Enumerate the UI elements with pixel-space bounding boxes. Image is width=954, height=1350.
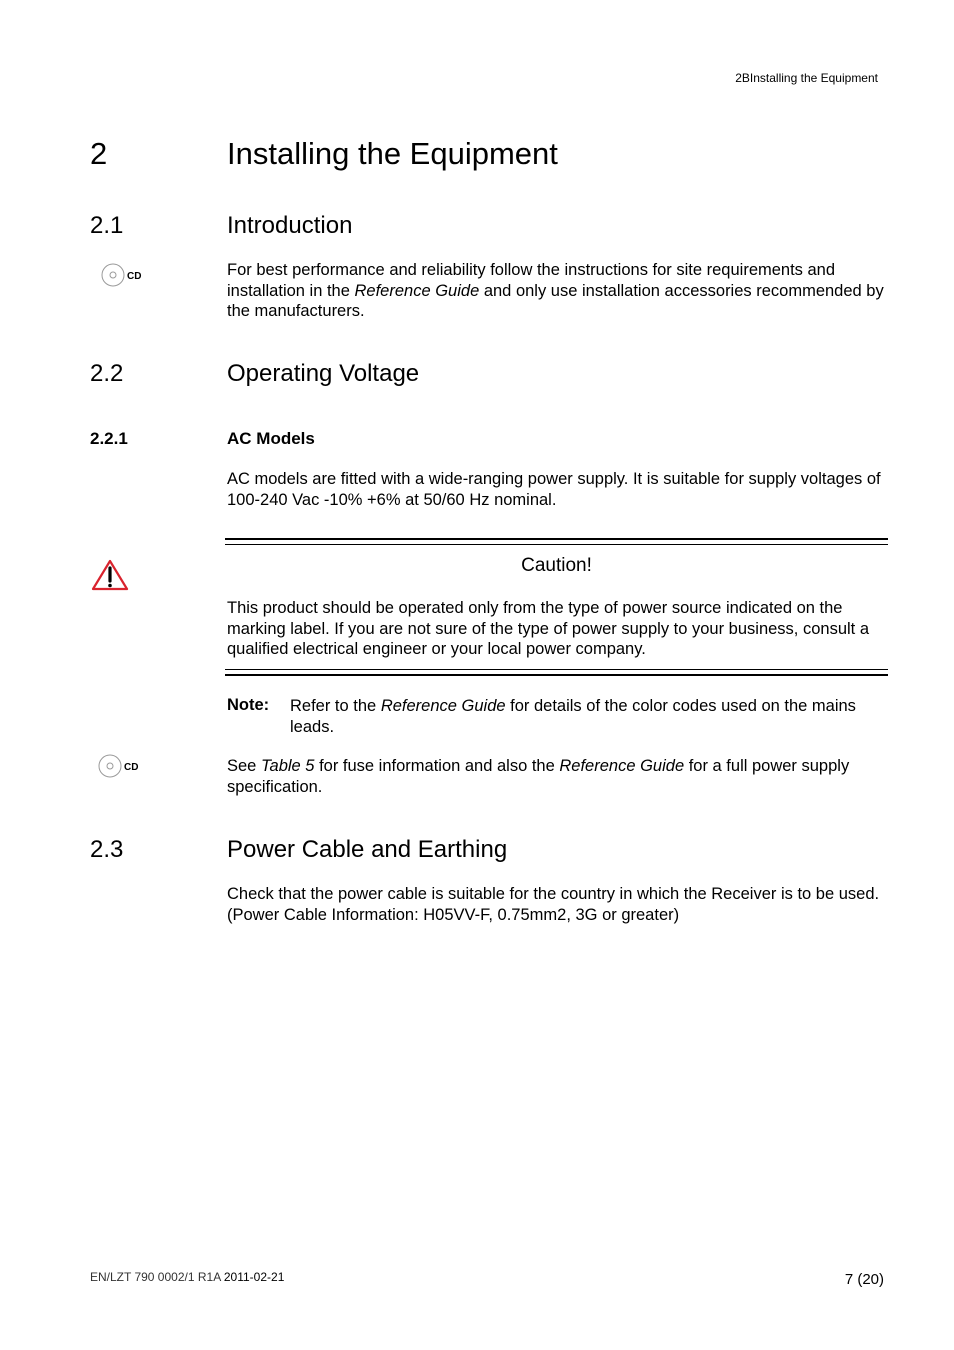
reference-guide-ref: Reference Guide — [380, 697, 506, 715]
note-text: Refer to the Reference Guide for details of the color codes used on the mains leads. — [290, 697, 856, 736]
section-number-voltage: 2.2 — [90, 360, 124, 387]
chapter-number: 2 — [90, 136, 108, 171]
chapter-title: Installing the Equipment — [227, 136, 558, 171]
see-table-paragraph: See Table 5 for fuse information and also the Reference Guide for a full power supply specification. — [227, 757, 850, 796]
section-number-intro: 2.1 — [90, 212, 124, 239]
running-header: 2BInstalling the Equipment — [735, 71, 878, 85]
section-title-voltage: Operating Voltage — [227, 360, 420, 387]
reference-guide-ref: Reference Guide — [354, 281, 480, 300]
ac-models-paragraph: AC models are fitted with a wide-ranging power supply. It is suitable for supply voltages of 100-240 Vac -10% +6% at 50/60 Hz nominal. — [227, 470, 881, 509]
note-label: Note: — [227, 696, 270, 714]
cd-icon-label: CD — [127, 271, 142, 282]
caution-bottom-rule-thick — [225, 674, 888, 676]
cable-paragraph — [227, 884, 889, 925]
cable-line-1: Check that the power cable is suitable for the country in which the Receiver is to be used. — [227, 885, 880, 903]
section-title-intro: Introduction — [227, 212, 353, 239]
cable-line-2: (Power Cable Information: H05VV-F, 0.75mm2, 3G or greater) — [227, 905, 680, 924]
caution-bottom-rule-thin — [225, 669, 888, 670]
warning-triangle-icon — [90, 558, 130, 592]
intro-paragraph: For best performance and reliability follow the instructions for site requirements and installation in the Reference Guide and only use installation accessories recommended by the manufacturers. — [227, 261, 884, 320]
footer-doc-id: EN/LZT 790 0002/1 R1A 2011-02-21 — [90, 1270, 285, 1284]
section-number-cable: 2.3 — [90, 836, 124, 863]
cd-icon — [97, 753, 139, 779]
section-title-cable: Power Cable and Earthing — [227, 836, 508, 863]
caution-text: This product should be operated only from the type of power source indicated on the marking label. If you are not sure of the type of power supply to your business, consult a qualified electrical engineer or your local power company. — [227, 599, 870, 658]
caution-top-rule-thick — [225, 538, 888, 540]
cd-icon-label: CD — [124, 762, 139, 773]
cd-icon — [100, 262, 142, 288]
reference-guide-ref: Reference Guide — [559, 757, 685, 775]
subsection-title-ac: AC Models — [227, 429, 315, 448]
subsection-number-ac: 2.2.1 — [90, 429, 128, 448]
caution-top-rule-thin — [225, 544, 888, 545]
footer-page-number: 7 (20) — [844, 1271, 884, 1288]
caution-title: Caution! — [521, 555, 592, 576]
table-ref: Table 5 — [260, 757, 315, 775]
